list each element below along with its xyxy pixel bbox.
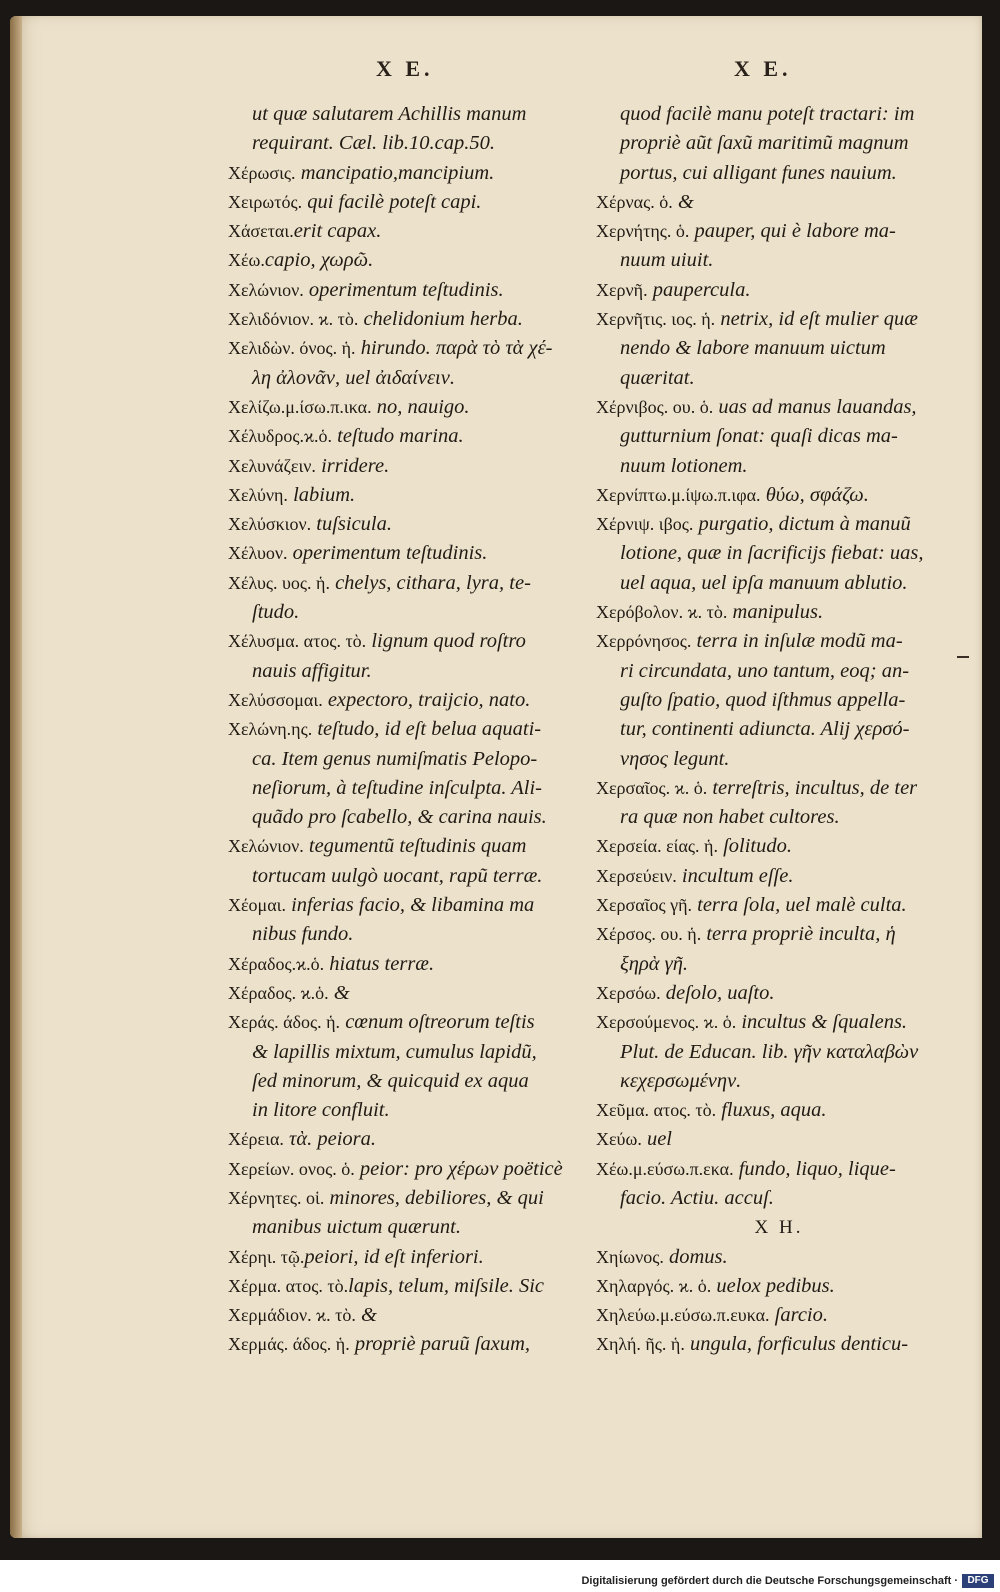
headword: Χεῦμα. ατος. τὸ.: [596, 1100, 717, 1121]
definition-text: portus, cui alligant funes nauium.: [620, 161, 897, 184]
right-column: [596, 100, 962, 1360]
headword: Χέλυς. υος. ἡ.: [228, 572, 330, 593]
dictionary-line: [228, 774, 580, 803]
dictionary-line: [596, 1155, 962, 1184]
definition-text: Plut. de Educan. lib. γῆν καταλαβὼν: [620, 1040, 919, 1063]
dictionary-line: [228, 100, 580, 129]
headword: Χέρωσις.: [228, 162, 296, 183]
dictionary-line: [596, 1008, 962, 1037]
definition-text: netrix, id eſt mulier quæ: [715, 308, 918, 331]
dictionary-line: [596, 832, 962, 861]
headword: Χέομαι.: [228, 895, 286, 916]
dfg-logo: DFG: [962, 1574, 994, 1588]
headword: Χερνῆτις. ιος. ἡ.: [596, 309, 716, 330]
dictionary-line: [228, 1067, 580, 1096]
headword: Χηλή. ῆς. ἡ.: [596, 1334, 685, 1355]
dictionary-line: [228, 276, 580, 305]
definition-text: cœnum oſtreorum teſtis: [340, 1011, 535, 1034]
dictionary-line: [596, 598, 962, 627]
dictionary-line: [228, 1125, 580, 1154]
definition-text: operimentum teſtudinis.: [303, 278, 504, 301]
headword: Χερσαῖος γῆ.: [596, 895, 693, 916]
headword: Χηλαργός. ϰ. ὁ.: [596, 1275, 712, 1296]
digitization-credit: Digitalisierung gefördert durch die Deutsche Forschungsgemeinschaft ·: [581, 1575, 958, 1587]
dictionary-line: [596, 1301, 962, 1330]
definition-text: terra propriè inculta, ἡ: [701, 923, 896, 946]
definition-text: tuſsicula.: [311, 513, 392, 536]
headword: Χελύσκιον.: [228, 514, 312, 535]
dictionary-line: [596, 1272, 962, 1301]
dictionary-line: [228, 1038, 580, 1067]
definition-text: mancipatio,mancipium.: [295, 161, 495, 184]
headword: Χερμάδιον. ϰ. τὸ.: [228, 1305, 356, 1326]
dictionary-line: [228, 510, 580, 539]
dictionary-line: [596, 246, 962, 275]
dictionary-line: [596, 1125, 962, 1154]
definition-text: propriè aũt ſaxũ maritimũ magnum: [620, 132, 909, 155]
definition-text: quod facilè manu poteſt tractari: im: [620, 103, 915, 125]
dictionary-line: [596, 452, 962, 481]
dictionary-line: [596, 1330, 962, 1359]
page-gutter-edge: [10, 16, 22, 1538]
dictionary-line: [596, 334, 962, 363]
headword: Χερμάς. άδος. ἡ.: [228, 1334, 350, 1355]
dictionary-line: [228, 1096, 580, 1125]
dictionary-line: [228, 159, 580, 188]
definition-text: ungula, forficulus denticu-: [684, 1333, 909, 1356]
right-running-head: X E.: [734, 56, 792, 81]
headword: Χάσεται.: [228, 221, 294, 242]
definition-text: terra in inſulæ modũ ma-: [691, 630, 903, 653]
definition-text: θύω, σφάζω.: [760, 483, 869, 506]
definition-text: fundo, liquo, lique-: [733, 1157, 896, 1180]
dictionary-line: [596, 188, 962, 217]
definition-text: pauper, qui è labore ma-: [689, 220, 896, 243]
definition-text: κεχερσωμένην.: [620, 1069, 742, 1092]
definition-text: no, nauigo.: [371, 395, 470, 418]
dictionary-line: [228, 803, 580, 832]
headword: Χερσόω.: [596, 982, 661, 1003]
definition-text: uelox pedibus.: [711, 1274, 835, 1297]
dictionary-line: [228, 129, 580, 158]
headword: Χέλυον.: [228, 543, 288, 564]
headword: Χέω.: [228, 250, 265, 271]
definition-text: uel aqua, uel ipſa manuum ablutio.: [620, 571, 908, 594]
headword: Χέρνας. ὁ.: [596, 191, 673, 212]
definition-text: gutturnium ſonat: quaſi dicas ma-: [620, 425, 898, 448]
dictionary-line: [228, 832, 580, 861]
dictionary-line: [596, 159, 962, 188]
headword: Χερόβολον. ϰ. τὸ.: [596, 602, 728, 623]
dictionary-line: [228, 246, 580, 275]
dictionary-line: [596, 481, 962, 510]
headword: Χέραδος.ϰ.ὁ.: [228, 953, 325, 974]
dictionary-line: [596, 920, 962, 949]
dictionary-line: [228, 862, 580, 891]
dictionary-line: [596, 422, 962, 451]
dictionary-line: [228, 891, 580, 920]
headword: Χέρνιψ. ιβος.: [596, 514, 694, 535]
definition-text: capio, χωρῶ.: [264, 249, 374, 272]
dictionary-line: [596, 1096, 962, 1125]
definition-text: nuum lotionem.: [620, 454, 748, 477]
headword: Χέρνητες. οἱ.: [228, 1187, 325, 1208]
dictionary-line: [228, 979, 580, 1008]
headword: Χηλεύω.μ.εύσω.π.ευκα.: [596, 1305, 770, 1326]
definition-text: labium.: [287, 483, 356, 506]
definition-text: operimentum teſtudinis.: [287, 542, 488, 565]
headword: Χελίζω.μ.ίσω.π.ικα.: [228, 396, 372, 417]
definition-text: tur, continenti adiuncta. Alij χερσό-: [620, 718, 910, 741]
headword: Χελιδὼν. όνος. ἡ.: [228, 338, 356, 359]
definition-text: purgatio, dictum à manuũ: [693, 513, 911, 536]
dictionary-line: [228, 1008, 580, 1037]
dictionary-line: [596, 715, 962, 744]
definition-text: ra quæ non habet cultores.: [620, 806, 840, 829]
dictionary-line: [228, 657, 580, 686]
dictionary-line: [596, 774, 962, 803]
dictionary-line: [596, 1184, 962, 1213]
definition-text: guſto ſpatio, quod iſthmus appella-: [620, 688, 906, 711]
definition-text: neſiorum, à teſtudine inſculpta. Ali-: [252, 776, 543, 799]
definition-text: propriè paruũ ſaxum,: [349, 1333, 531, 1356]
definition-text: tegumentũ teſtudinis quam: [303, 835, 527, 858]
dictionary-line: [596, 364, 962, 393]
definition-text: &: [355, 1304, 377, 1327]
definition-text: λη ἀλονᾶν, uel ἀιδαίνειν.: [252, 366, 455, 389]
dictionary-line: [228, 1272, 580, 1301]
definition-text: ſarcio.: [769, 1304, 828, 1327]
dictionary-line: [596, 100, 962, 129]
dictionary-line: [228, 1184, 580, 1213]
dictionary-line: [228, 539, 580, 568]
headword: Χερείων. ονος. ὁ.: [228, 1158, 355, 1179]
dictionary-line: [596, 803, 962, 832]
definition-text: incultum eſſe.: [676, 864, 794, 887]
dictionary-line: [596, 979, 962, 1008]
dictionary-line: [228, 1301, 580, 1330]
dictionary-line: [596, 657, 962, 686]
definition-text: in litore confluit.: [252, 1099, 390, 1122]
definition-text: ri circundata, uno tantum, eoq; an-: [620, 659, 910, 682]
dictionary-line: [228, 627, 580, 656]
dictionary-line: [228, 920, 580, 949]
dictionary-line: [228, 598, 580, 627]
definition-text: chelidonium herba.: [358, 308, 523, 331]
definition-text: uas ad manus lauandas,: [713, 395, 917, 418]
left-running-head: X E.: [376, 56, 434, 81]
dictionary-line: [596, 539, 962, 568]
definition-text: irridere.: [315, 454, 390, 477]
definition-text: &: [328, 981, 350, 1004]
headword: Χερσεύειν.: [596, 865, 677, 886]
dictionary-line: [228, 188, 580, 217]
headword: Χέω.μ.εύσω.π.εκα.: [596, 1158, 734, 1179]
headword: Χέρεια.: [228, 1129, 284, 1150]
definition-text: ſed minorum, & quicquid ex aqua: [252, 1069, 529, 1092]
headword: Χέρσος. ου. ἡ.: [596, 924, 702, 945]
dictionary-line: [596, 627, 962, 656]
definition-text: quæritat.: [620, 366, 695, 389]
dictionary-line: [228, 217, 580, 246]
dictionary-line: [596, 1213, 962, 1242]
headword: Χεύω.: [596, 1129, 642, 1150]
definition-text: hirundo. παρὰ τὸ τὰ χέ-: [355, 337, 553, 360]
dictionary-line: [228, 745, 580, 774]
definition-text: terra ſola, uel malè culta.: [692, 894, 907, 917]
headword: Χερσούμενος. ϰ. ὁ.: [596, 1012, 737, 1033]
definition-text: paupercula.: [647, 278, 751, 301]
headword: Χηίωνος.: [596, 1246, 664, 1267]
definition-text: incultus & ſqualens.: [736, 1011, 908, 1034]
headword: Χέρμα. ατος. τὸ.: [228, 1275, 349, 1296]
definition-text: teſtudo, id eſt belua aquati-: [312, 718, 542, 741]
margin-mark: [957, 656, 969, 658]
definition-text: chelys, cithara, lyra, te-: [329, 571, 531, 594]
definition-text: lotione, quæ in ſacrificijs fiebat: uas,: [620, 542, 924, 565]
definition-text: nibus fundo.: [252, 923, 354, 946]
definition-text: lignum quod roſtro: [366, 630, 526, 653]
dictionary-line: [596, 686, 962, 715]
dictionary-line: [596, 745, 962, 774]
headword: Χερνήτης. ὁ.: [596, 221, 690, 242]
definition-text: hiatus terræ.: [324, 952, 435, 975]
dictionary-line: [596, 862, 962, 891]
dictionary-line: [596, 393, 962, 422]
definition-text: peior: pro χέρων poëticè: [354, 1157, 563, 1180]
definition-text: & lapillis mixtum, cumulus lapidũ,: [252, 1040, 537, 1063]
headword: Χέλυδρος.ϰ.ὁ.: [228, 426, 333, 447]
headword: Χερσεία. είας. ἡ.: [596, 836, 718, 857]
definition-text: uel: [641, 1128, 672, 1151]
definition-text: terreſtris, incultus, de ter: [707, 776, 918, 799]
definition-text: ut quæ salutarem Achillis manum: [252, 103, 527, 125]
dictionary-line: [596, 891, 962, 920]
headword: Χέλυσμα. ατος. τὸ.: [228, 631, 367, 652]
definition-text: inferias facio, & libamina ma: [285, 894, 535, 917]
definition-text: νησος legunt.: [620, 747, 730, 770]
dictionary-line: [228, 305, 580, 334]
headword: Χελώνη.ης.: [228, 719, 313, 740]
definition-text: erit capax.: [293, 220, 382, 243]
dictionary-line: [596, 129, 962, 158]
headword: Χελώνιον.: [228, 836, 304, 857]
definition-text: qui facilè poteſt capi.: [302, 190, 482, 213]
definition-text: lapis, telum, miſsile. Sic: [348, 1274, 545, 1297]
dictionary-line: [228, 452, 580, 481]
dictionary-line: [596, 569, 962, 598]
definition-text: peiori, id eſt inferiori.: [304, 1245, 484, 1268]
dictionary-line: [596, 276, 962, 305]
definition-text: nendo & labore manuum uictum: [620, 337, 886, 360]
dictionary-line: [596, 217, 962, 246]
headword: Χερνῆ.: [596, 279, 648, 300]
definition-text: facio. Actiu. accuſ.: [620, 1186, 774, 1209]
definition-text: quãdo pro ſcabello, & carina nauis.: [252, 806, 547, 829]
definition-text: nuum uiuit.: [620, 249, 714, 272]
headword: Χελυνάζειν.: [228, 455, 316, 476]
headword: Χέραδος. ϰ.ὁ.: [228, 982, 329, 1003]
headword: Χελύσσομαι.: [228, 689, 323, 710]
definition-text: manibus uictum quærunt.: [252, 1216, 461, 1239]
headword: Χέρνιβος. ου. ὁ.: [596, 396, 714, 417]
dictionary-line: [228, 686, 580, 715]
definition-text: minores, debiliores, & qui: [324, 1186, 544, 1209]
definition-text: teſtudo marina.: [332, 425, 464, 448]
definition-text: manipulus.: [727, 601, 824, 624]
dictionary-line: [228, 1213, 580, 1242]
headword: Χελιδόνιον. ϰ. τὸ.: [228, 309, 359, 330]
definition-text: τὰ. peiora.: [283, 1128, 376, 1151]
dictionary-line: [596, 1038, 962, 1067]
dictionary-line: [596, 950, 962, 979]
definition-text: fluxus, aqua.: [716, 1099, 827, 1122]
definition-text: &: [672, 190, 694, 213]
dictionary-line: [228, 569, 580, 598]
dictionary-line: [228, 715, 580, 744]
dictionary-line: [596, 1243, 962, 1272]
definition-text: domus.: [663, 1245, 728, 1268]
dictionary-line: [596, 305, 962, 334]
headword: Χερρόνησος.: [596, 631, 692, 652]
headword: Χέρηι. τῷ.: [228, 1246, 305, 1267]
headword: Χεράς. άδος. ἡ.: [228, 1012, 341, 1033]
dictionary-line: [228, 393, 580, 422]
definition-text: ξηρὰ γῆ.: [620, 952, 689, 975]
dictionary-line: [228, 1243, 580, 1272]
definition-text: X H.: [754, 1217, 804, 1239]
dictionary-line: [596, 1067, 962, 1096]
headword: Χερσαῖος. ϰ. ὁ.: [596, 777, 708, 798]
headword: Χελύνη.: [228, 484, 288, 505]
dictionary-line: [228, 950, 580, 979]
dictionary-line: [228, 334, 580, 363]
definition-text: tortucam uulgò uocant, rapũ terræ.: [252, 864, 543, 887]
dictionary-line: [228, 422, 580, 451]
dictionary-line: [228, 1330, 580, 1359]
definition-text: deſolo, uaſto.: [660, 981, 775, 1004]
dictionary-line: [228, 481, 580, 510]
left-column: [228, 100, 580, 1360]
headword: Χειρωτός.: [228, 191, 303, 212]
headword: Χελώνιον.: [228, 279, 304, 300]
headword: Χερνίπτω.μ.ίψω.π.ιφα.: [596, 484, 761, 505]
definition-text: requirant. Cæl. lib.10.cap.50.: [252, 132, 495, 155]
dictionary-line: [228, 1155, 580, 1184]
definition-text: ſolitudo.: [717, 835, 792, 858]
definition-text: nauis affigitur.: [252, 659, 372, 682]
dictionary-line: [228, 364, 580, 393]
definition-text: ſtudo.: [252, 601, 300, 624]
definition-text: ca. Item genus numiſmatis Pelopo-: [252, 747, 538, 770]
dictionary-line: [596, 510, 962, 539]
definition-text: expectoro, traijcio, nato.: [322, 688, 531, 711]
